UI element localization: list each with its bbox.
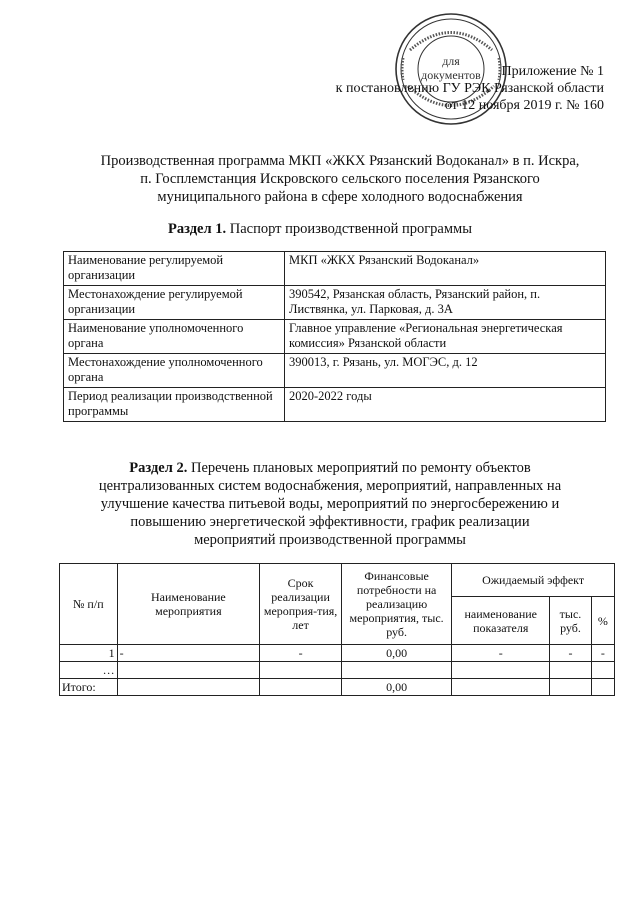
row-empty	[550, 662, 591, 679]
row-empty	[117, 679, 260, 696]
section-1-heading	[0, 221, 640, 238]
appendix-date: от 12 ноября 2019 г. № 160	[444, 98, 604, 113]
header-effect-pct: %	[591, 597, 614, 645]
appendix-header	[336, 63, 604, 114]
seal-text-bottom: документов	[421, 68, 481, 82]
row-num: 1	[60, 645, 118, 662]
row-empty	[591, 679, 614, 696]
appendix-reference: к постановлению ГУ РЭК Рязанской области	[335, 81, 604, 96]
table-row	[64, 286, 606, 320]
table-header-row	[60, 564, 615, 597]
row-term: -	[260, 645, 342, 662]
section-2-label: Раздел 2.	[129, 460, 188, 476]
row-effect-pct: -	[591, 645, 614, 662]
table-total-row	[60, 679, 615, 696]
section-2-line-3: улучшение качества питьевой воды, мероприятий по энергосбережению и	[100, 496, 560, 512]
row-empty	[260, 662, 342, 679]
title-line-1: Производственная программа МКП «ЖКХ Рязанский Водоканал» в п. Искра,	[100, 153, 580, 169]
document-title	[60, 152, 620, 206]
header-term: Срок реализации мероприя-тия, лет	[260, 564, 342, 645]
header-name: Наименование мероприятия	[117, 564, 260, 645]
section-2-line-5: мероприятий производственной программы	[194, 532, 466, 548]
row-finance: 0,00	[342, 645, 452, 662]
row-empty	[591, 662, 614, 679]
row-name: -	[117, 645, 260, 662]
header-effect: Ожидаемый эффект	[452, 564, 615, 597]
passport-value: МКП «ЖКХ Рязанский Водоканал»	[285, 252, 606, 286]
header-effect-name: наименование показателя	[452, 597, 550, 645]
section-2-heading	[70, 459, 590, 549]
row-num: …	[60, 662, 118, 679]
passport-key: Наименование уполномоченного органа	[64, 320, 285, 354]
table-row	[64, 320, 606, 354]
title-line-3: муниципального района в сфере холодного водоснабжения	[157, 189, 523, 205]
row-empty	[452, 662, 550, 679]
section-2-line-4: повышению энергетической эффективности, график реализации	[130, 514, 530, 530]
table-row	[60, 645, 615, 662]
row-effect-name: -	[452, 645, 550, 662]
passport-key: Наименование регулируемой организации	[64, 252, 285, 286]
passport-value: 2020-2022 годы	[285, 388, 606, 422]
seal-text-top: для	[442, 54, 460, 68]
header-num: № п/п	[60, 564, 118, 645]
section-2-line-1: Перечень плановых мероприятий по ремонту объектов	[187, 460, 531, 476]
table-row	[64, 388, 606, 422]
passport-value: Главное управление «Региональная энергетическая комиссия» Рязанской области	[285, 320, 606, 354]
row-empty	[550, 679, 591, 696]
total-label: Итого:	[60, 679, 118, 696]
row-empty	[117, 662, 260, 679]
passport-value: 390013, г. Рязань, ул. МОГЭС, д. 12	[285, 354, 606, 388]
section-1-label: Раздел 1.	[168, 221, 227, 237]
passport-key: Местонахождение регулируемой организации	[64, 286, 285, 320]
row-empty	[342, 662, 452, 679]
row-empty	[260, 679, 342, 696]
events-table	[59, 563, 615, 696]
header-effect-rub: тыс. руб.	[550, 597, 591, 645]
table-row	[64, 252, 606, 286]
row-effect-rub: -	[550, 645, 591, 662]
row-empty	[452, 679, 550, 696]
table-row	[64, 354, 606, 388]
passport-key: Местонахождение уполномоченного органа	[64, 354, 285, 388]
header-finance: Финансовые потребности на реализацию мероприятия, тыс. руб.	[342, 564, 452, 645]
title-line-2: п. Госплемстанция Искровского сельского поселения Рязанского	[140, 171, 540, 187]
section-1-text: Паспорт производственной программы	[226, 221, 472, 237]
section-2-line-2: централизованных систем водоснабжения, мероприятий, направленных на	[98, 478, 562, 494]
passport-table	[63, 251, 606, 422]
passport-value: 390542, Рязанская область, Рязанский район, п. Листвянка, ул. Парковая, д. 3А	[285, 286, 606, 320]
total-finance: 0,00	[342, 679, 452, 696]
table-row	[60, 662, 615, 679]
passport-key: Период реализации производственной программы	[64, 388, 285, 422]
appendix-number: Приложение № 1	[501, 64, 604, 79]
